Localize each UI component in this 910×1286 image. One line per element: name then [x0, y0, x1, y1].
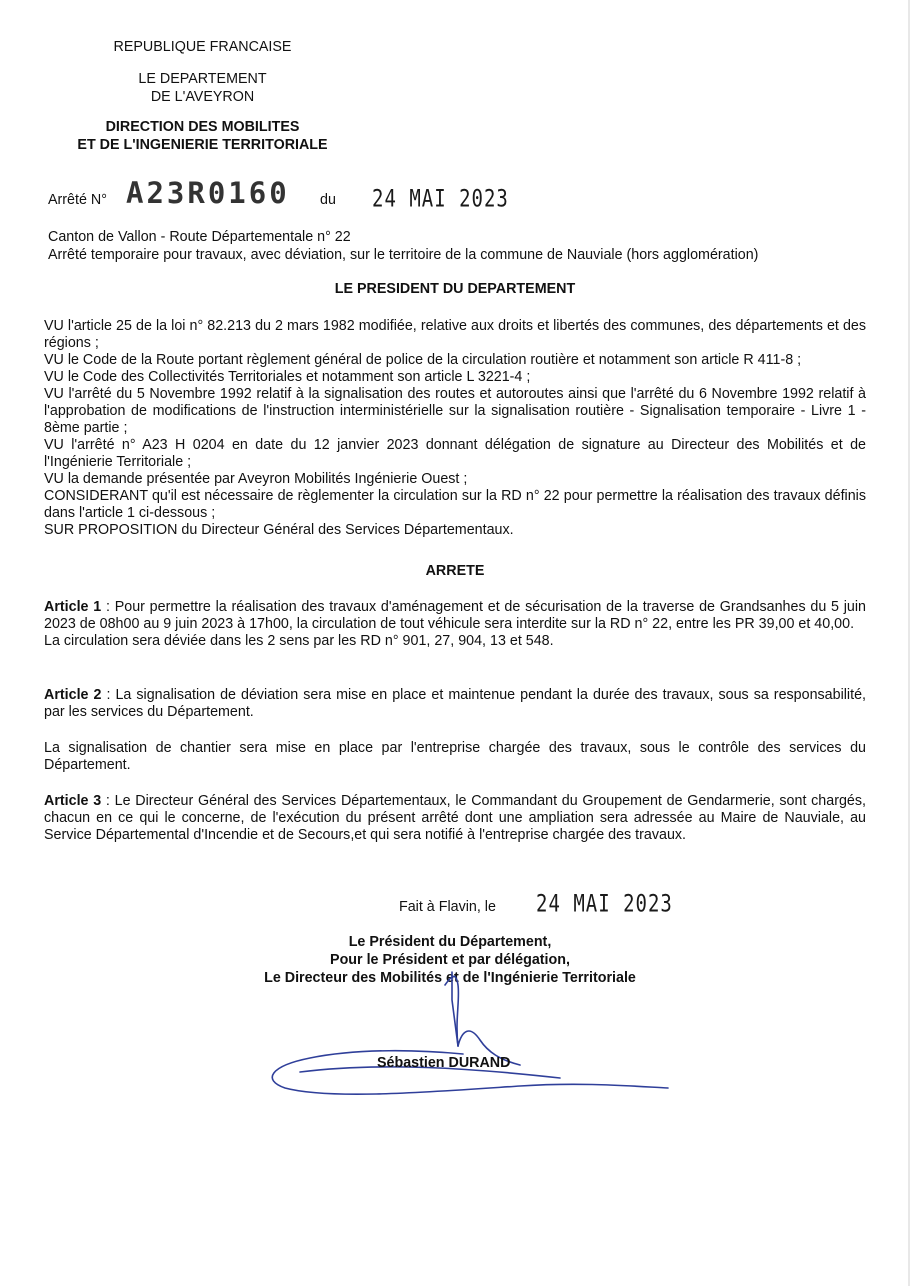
- article-2-text-2: La signalisation de chantier sera mise en place par l'entreprise chargée des travaux, sous le contrôle des services du Département.: [44, 740, 866, 773]
- article-3-text: : Le Directeur Général des Services Départementaux, le Commandant du Groupement de Gendarmerie, sont chargés, chacun en ce qui le concerne, de l'exécution du présent arrêté dont une ampliation sera adressée au Maire de Nauviale, au Service Départemental d'Incendie et de Secours,et qui sera notifié à l'entreprise chargée des travaux.: [44, 793, 866, 843]
- arrete-du-label: du: [320, 192, 336, 208]
- arrete-title: ARRETE: [425, 563, 485, 579]
- visa-item: CONSIDERANT qu'il est nécessaire de règlementer la circulation sur la RD n° 22 pour permettre la réalisation des travaux définis dans l'article 1 ci-dessous ;: [44, 488, 866, 521]
- article-1-text: : Pour permettre la réalisation des travaux d'aménagement et de sécurisation de la traverse de Grandsanhes du 5 juin 2023 de 08h00 au 9 juin 2023 à 17h00, la circulation de tout véhicule sera interdite sur la RD n° 22, entre les PR 39,00 et 40,00.: [44, 599, 866, 632]
- direction-line-2: ET DE L'INGENIERIE TERRITORIALE: [77, 137, 328, 153]
- place-label: Fait à Flavin, le: [399, 899, 496, 915]
- visa-item: VU l'arrêté n° A23 H 0204 en date du 12 janvier 2023 donnant délégation de signature au Directeur des Mobilités et de l'Ingénierie Territoriale ;: [44, 437, 866, 470]
- visa-item: VU le Code des Collectivités Territoriales et notamment son article L 3221-4 ;: [44, 369, 531, 385]
- article-2-text: : La signalisation de déviation sera mise en place et maintenue pendant la durée des travaux, sous sa responsabilité, par les services du Département.: [44, 687, 866, 720]
- department-line-2: DE L'AVEYRON: [150, 89, 255, 105]
- visa-item: VU l'article 25 de la loi n° 82.213 du 2 mars 1982 modifiée, relative aux droits et libertés des communes, des départements et des régions ;: [44, 318, 866, 351]
- signature-date-stamp: 24 MAI 2023: [536, 890, 673, 918]
- article-2-label: Article 2: [44, 687, 102, 703]
- signature-line-2: Pour le Président et par délégation,: [330, 952, 570, 968]
- visa-item: SUR PROPOSITION du Directeur Général des Services Départementaux.: [44, 522, 514, 538]
- arrete-number-label: Arrêté N°: [48, 192, 107, 208]
- arrete-number-stamp: A23R0160: [126, 176, 290, 210]
- direction-line-1: DIRECTION DES MOBILITES: [105, 119, 300, 135]
- signatory-name: Sébastien DURAND: [377, 1055, 511, 1071]
- article-1-text-2: La circulation sera déviée dans les 2 sens par les RD n° 901, 27, 904, 13 et 548.: [44, 633, 554, 649]
- article-1-label: Article 1: [44, 599, 102, 615]
- visa-item: VU la demande présentée par Aveyron Mobilités Ingénierie Ouest ;: [44, 471, 468, 487]
- subject-line-2: Arrêté temporaire pour travaux, avec déviation, sur le territoire de la commune de Nauviale (hors agglomération): [48, 247, 759, 263]
- signature-line-3: Le Directeur des Mobilités et de l'Ingénierie Territoriale: [264, 970, 636, 986]
- arrete-date-stamp: 24 MAI 2023: [372, 185, 509, 213]
- article-3-label: Article 3: [44, 793, 102, 809]
- signature-line-1: Le Président du Département,: [348, 934, 552, 950]
- visa-item: VU le Code de la Route portant règlement général de police de la circulation routière et notamment son article R 411-8 ;: [44, 352, 802, 368]
- subject-line-1: Canton de Vallon - Route Départementale n° 22: [48, 229, 351, 245]
- president-title: LE PRESIDENT DU DEPARTEMENT: [334, 281, 576, 297]
- republic-text: REPUBLIQUE FRANCAISE: [113, 39, 292, 55]
- visa-item: VU l'arrêté du 5 Novembre 1992 relatif à la signalisation des routes et autoroutes ainsi que l'arrêté du 6 Novembre 1992 relatif à l'approbation de modifications de l'instruction interministérielle sur la signalisation routière - Signalisation temporaire - Livre 1 - 8ème partie ;: [44, 386, 866, 436]
- department-line-1: LE DEPARTEMENT: [138, 71, 267, 87]
